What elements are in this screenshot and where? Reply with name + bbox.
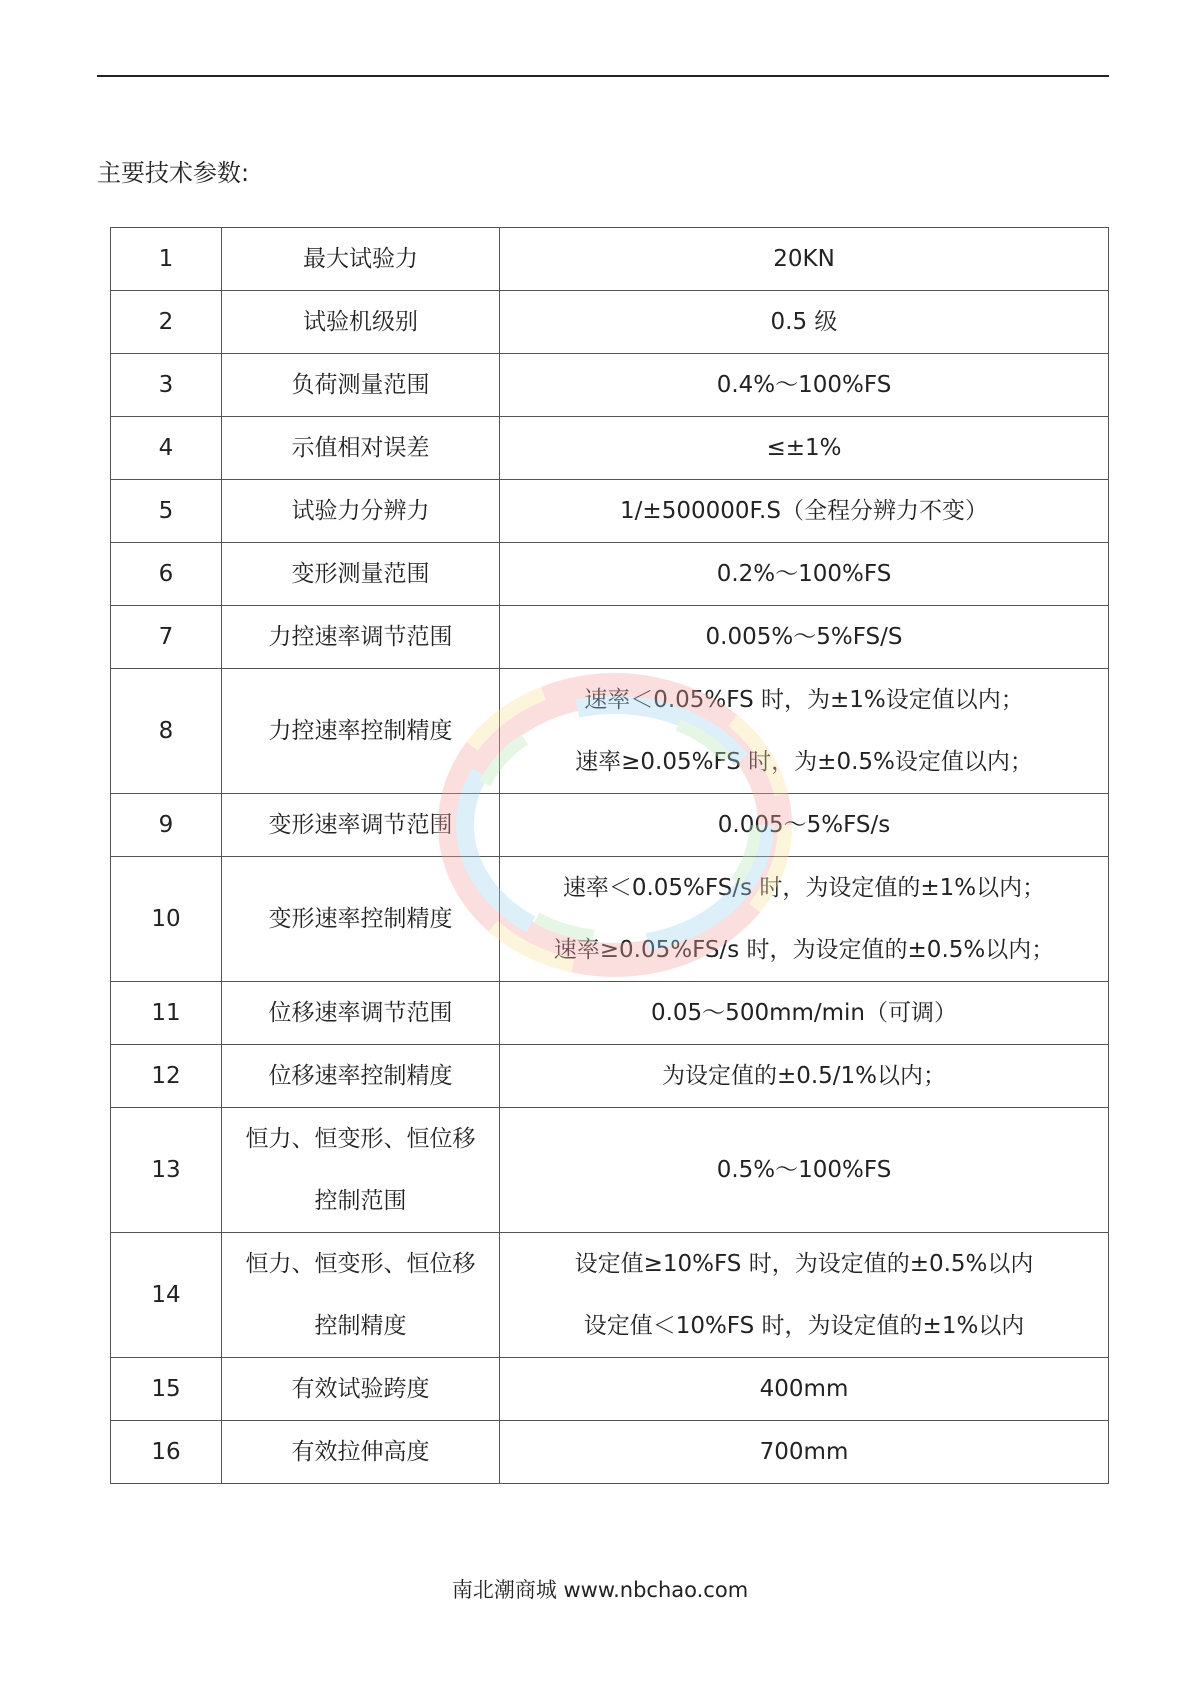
parameter-value-line: 0.5 级	[770, 309, 838, 335]
parameter-name-line: 变形速率控制精度	[268, 906, 453, 932]
parameter-value-line: 0.4%～100%FS	[716, 372, 892, 398]
parameter-name	[222, 1358, 500, 1421]
parameter-value-line: 0.5%～100%FS	[716, 1157, 892, 1183]
parameter-value-line: 速率≥0.05%FS 时，为±0.5%设定值以内；	[575, 749, 1033, 775]
parameter-name	[222, 480, 500, 543]
section-heading: 主要技术参数:	[97, 159, 250, 187]
parameter-value	[500, 417, 1109, 480]
row-number: 11	[111, 982, 222, 1045]
parameter-name-line: 位移速率调节范围	[268, 1000, 453, 1026]
table-row	[111, 417, 1109, 480]
parameter-value-line: 速率＜0.05%FS 时，为±1%设定值以内；	[584, 687, 1024, 713]
row-number: 8	[111, 669, 222, 794]
parameter-value-line: 0.05～500mm/min（可调）	[650, 1000, 958, 1026]
table-row	[111, 1358, 1109, 1421]
table-row	[111, 1108, 1109, 1233]
table-row	[111, 1421, 1109, 1484]
parameter-name	[222, 982, 500, 1045]
parameter-value-line: 为设定值的±0.5/1%以内；	[661, 1063, 947, 1089]
parameter-name-line: 示值相对误差	[291, 435, 430, 461]
header-rule	[97, 75, 1109, 77]
parameter-name-line: 恒力、恒变形、恒位移	[245, 1251, 476, 1277]
row-number: 1	[111, 228, 222, 291]
row-number: 6	[111, 543, 222, 606]
parameter-value-line: 设定值≥10%FS 时，为设定值的±0.5%以内	[574, 1251, 1034, 1277]
parameter-value-line: 0.005%～5%FS/S	[705, 624, 903, 650]
parameter-name	[222, 1108, 500, 1233]
table-row	[111, 1233, 1109, 1358]
parameter-value	[500, 543, 1109, 606]
row-number: 14	[111, 1233, 222, 1358]
parameter-value-line: 速率≥0.05%FS/s 时，为设定值的±0.5%以内；	[553, 937, 1055, 963]
parameter-name-line: 负荷测量范围	[291, 372, 430, 398]
parameter-name	[222, 1421, 500, 1484]
parameter-name	[222, 291, 500, 354]
parameter-value	[500, 982, 1109, 1045]
parameter-name-line: 试验力分辨力	[291, 498, 430, 524]
parameter-name-line: 试验机级别	[303, 309, 418, 335]
table-row	[111, 480, 1109, 543]
parameter-value-line: 设定值＜10%FS 时，为设定值的±1%以内	[583, 1313, 1025, 1339]
parameter-value-line: ≤±1%	[766, 435, 842, 461]
parameter-name-line: 恒力、恒变形、恒位移	[245, 1126, 476, 1152]
parameter-value-line: 20KN	[773, 246, 835, 272]
parameter-name	[222, 1233, 500, 1358]
parameter-name-line: 最大试验力	[303, 246, 418, 272]
parameter-name-line: 力控速率调节范围	[268, 624, 453, 650]
parameter-value	[500, 1108, 1109, 1233]
parameter-name	[222, 1045, 500, 1108]
parameter-value	[500, 1358, 1109, 1421]
parameter-value	[500, 228, 1109, 291]
row-number: 10	[111, 857, 222, 982]
parameter-value-line: 速率＜0.05%FS/s 时，为设定值的±1%以内；	[562, 875, 1046, 901]
row-number: 9	[111, 794, 222, 857]
row-number: 16	[111, 1421, 222, 1484]
parameter-value	[500, 354, 1109, 417]
parameter-name	[222, 543, 500, 606]
table-row	[111, 228, 1109, 291]
parameter-value	[500, 480, 1109, 543]
table-row	[111, 982, 1109, 1045]
table-row	[111, 354, 1109, 417]
page-footer: 南北潮商城 www.nbchao.com	[451, 1578, 749, 1602]
parameter-name-line: 控制范围	[314, 1188, 407, 1214]
row-number: 2	[111, 291, 222, 354]
parameter-value-line: 400mm	[759, 1376, 849, 1402]
parameter-name-line: 控制精度	[314, 1313, 407, 1339]
parameter-name-line: 变形测量范围	[291, 561, 430, 587]
parameter-value-line: 700mm	[759, 1439, 849, 1465]
table-row	[111, 291, 1109, 354]
row-number: 7	[111, 606, 222, 669]
parameter-name-line: 有效试验跨度	[291, 1376, 430, 1402]
row-number: 15	[111, 1358, 222, 1421]
row-number: 3	[111, 354, 222, 417]
parameter-name-line: 有效拉伸高度	[291, 1439, 430, 1465]
table-row	[111, 543, 1109, 606]
parameter-value	[500, 1233, 1109, 1358]
row-number: 12	[111, 1045, 222, 1108]
parameter-value-line: 0.005～5%FS/s	[717, 812, 891, 838]
row-number: 4	[111, 417, 222, 480]
table-row	[111, 1045, 1109, 1108]
parameter-name-line: 力控速率控制精度	[268, 718, 453, 744]
row-number: 13	[111, 1108, 222, 1233]
parameter-value-line: 1/±500000F.S（全程分辨力不变）	[620, 498, 988, 524]
parameter-name-line: 变形速率调节范围	[268, 812, 453, 838]
row-number: 5	[111, 480, 222, 543]
parameter-name	[222, 417, 500, 480]
parameter-value	[500, 291, 1109, 354]
parameter-value	[500, 1045, 1109, 1108]
parameter-name	[222, 228, 500, 291]
parameter-value	[500, 1421, 1109, 1484]
parameter-name-line: 位移速率控制精度	[268, 1063, 453, 1089]
parameter-name	[222, 354, 500, 417]
parameter-value-line: 0.2%～100%FS	[716, 561, 892, 587]
watermark-logo	[425, 660, 805, 990]
